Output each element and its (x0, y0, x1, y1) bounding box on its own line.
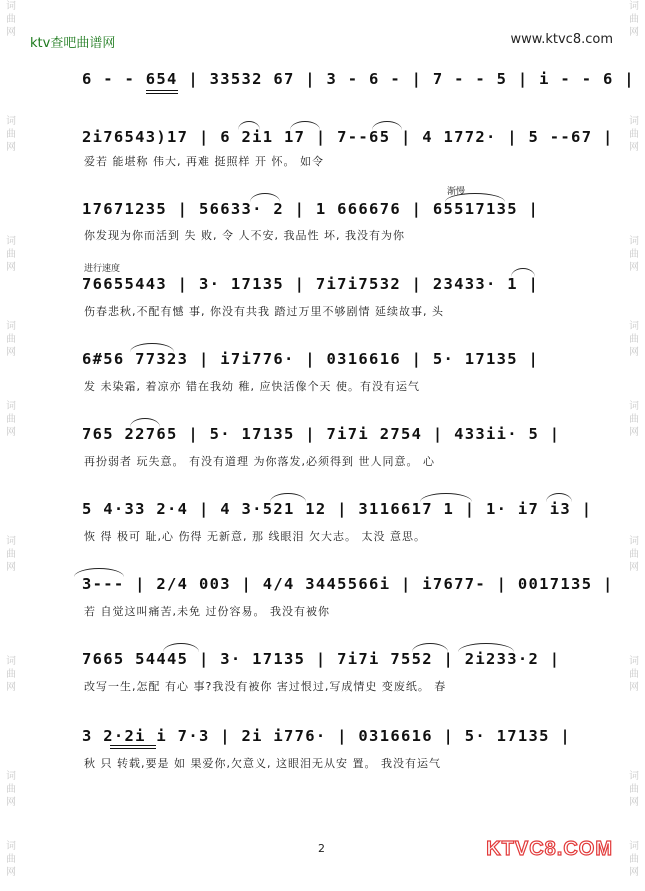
slur-mark (238, 121, 260, 130)
watermark: 词 曲 网 (629, 656, 639, 693)
slur-mark (511, 268, 535, 277)
notation-line: 76655443 | 3· 17135 | 7i7i7532 | 23433· 1 | (82, 275, 540, 293)
watermark: 词 曲 网 (6, 1, 16, 38)
notation-line: 7665 54445 | 3· 17135 | 7i7i 7552 | 2i233·2 | (82, 650, 561, 668)
beam-underline (146, 90, 178, 91)
watermark: 词 曲 网 (629, 771, 639, 808)
watermark: 词 曲 网 (6, 656, 16, 693)
slur-mark (130, 343, 174, 352)
notation-line: 6 - - 654 | 33532 67 | 3 - 6 - | 7 - - 5 | i - - 6 | (82, 70, 635, 88)
slur-mark (546, 493, 572, 502)
tempo-marking: 进行速度 (84, 264, 121, 274)
watermark: 词 曲 网 (629, 321, 639, 358)
notation-line: 765 22765 | 5· 17135 | 7i7i 2754 | 433ii· 5 | (82, 425, 561, 443)
watermark: 词 曲 网 (6, 841, 16, 878)
watermark: 词 曲 网 (629, 401, 639, 438)
watermark: 词 曲 网 (629, 536, 639, 573)
lyric-line: 你发现为你而活到 失 败, 令 人不安, 我品性 坏, 我没有为你 (84, 229, 405, 242)
slur-mark (420, 493, 472, 502)
slur-mark (412, 643, 448, 652)
slur-mark (250, 193, 280, 202)
slur-mark (290, 121, 320, 130)
watermark: 词 曲 网 (629, 841, 639, 878)
right-watermark-strip (623, 0, 645, 891)
notation-line: 3 2·2i i 7·3 | 2i i776· | 0316616 | 5· 17135 | (82, 727, 572, 745)
slur-mark (74, 568, 124, 577)
slur-mark (270, 493, 306, 502)
slur-mark (372, 121, 402, 130)
notation-line: 5 4·33 2·4 | 4 3·521 12 | 3116617 1 | 1· i7 i3 | (82, 500, 593, 518)
watermark: 词 曲 网 (6, 536, 16, 573)
watermark: 词 曲 网 (6, 321, 16, 358)
lyric-line: 伤春悲秋,不配有憾 事, 你没有共我 踏过万里不够剧情 延续故事, 头 (84, 305, 444, 318)
watermark: 词 曲 网 (6, 116, 16, 153)
lyric-line: 改写一生,怎配 有心 事?我没有被你 害过恨过,写成情史 变废纸。 春 (84, 680, 447, 693)
watermark: 词 曲 网 (629, 1, 639, 38)
notation-line: 2i76543)17 | 6 2i1 17 | 7--65 | 4 1772· | 5 --67 | (82, 128, 614, 146)
slur-mark (163, 643, 199, 652)
slur-mark (458, 643, 514, 652)
watermark: 词 曲 网 (6, 236, 16, 273)
notation-line: 6#56 77323 | i7i776· | 0316616 | 5· 17135 | (82, 350, 540, 368)
lyric-line: 发 未染霜, 着凉亦 错在我幼 稚, 应快活像个天 使。有没有运气 (84, 380, 420, 393)
site-url[interactable]: www.ktvc8.com (510, 32, 613, 47)
notation-line: 17671235 | 56633· 2 | 1 666676 | 65517135 | (82, 200, 540, 218)
lyric-line: 爱若 能堪称 伟大, 再难 挺照样 开 怀。 如令 (84, 155, 324, 168)
slur-mark (130, 418, 160, 427)
watermark: 词 曲 网 (629, 236, 639, 273)
beam-underline (110, 748, 156, 749)
lyric-line: 再扮弱者 玩失意。 有没有道理 为你落发,必须得到 世人同意。 心 (84, 455, 435, 468)
page-number: 2 (318, 842, 325, 855)
watermark: 词 曲 网 (6, 771, 16, 808)
left-watermark-strip (0, 0, 22, 891)
slur-mark (445, 193, 505, 202)
tempo-marking: 渐慢 (447, 187, 466, 197)
lyric-line: 恢 得 极可 耻,心 伤得 无新意, 那 线眼泪 欠大志。 太没 意思。 (84, 530, 426, 543)
brand-logo: KTVC8.COM (486, 838, 613, 860)
watermark: 词 曲 网 (6, 401, 16, 438)
beam-underline (110, 745, 156, 746)
lyric-line: 秋 只 转载,要是 如 果爱你,欠意义, 这眼泪无从安 置。 我没有运气 (84, 757, 441, 770)
site-name[interactable]: ktv查吧曲谱网 (30, 36, 116, 51)
lyric-line: 若 自觉这叫痛苦,未免 过份容易。 我没有被你 (84, 605, 330, 618)
notation-line: 3--- | 2/4 003 | 4/4 3445566i | i7677- | 0017135 | (82, 575, 614, 593)
watermark: 词 曲 网 (629, 116, 639, 153)
beam-underline (146, 93, 178, 94)
